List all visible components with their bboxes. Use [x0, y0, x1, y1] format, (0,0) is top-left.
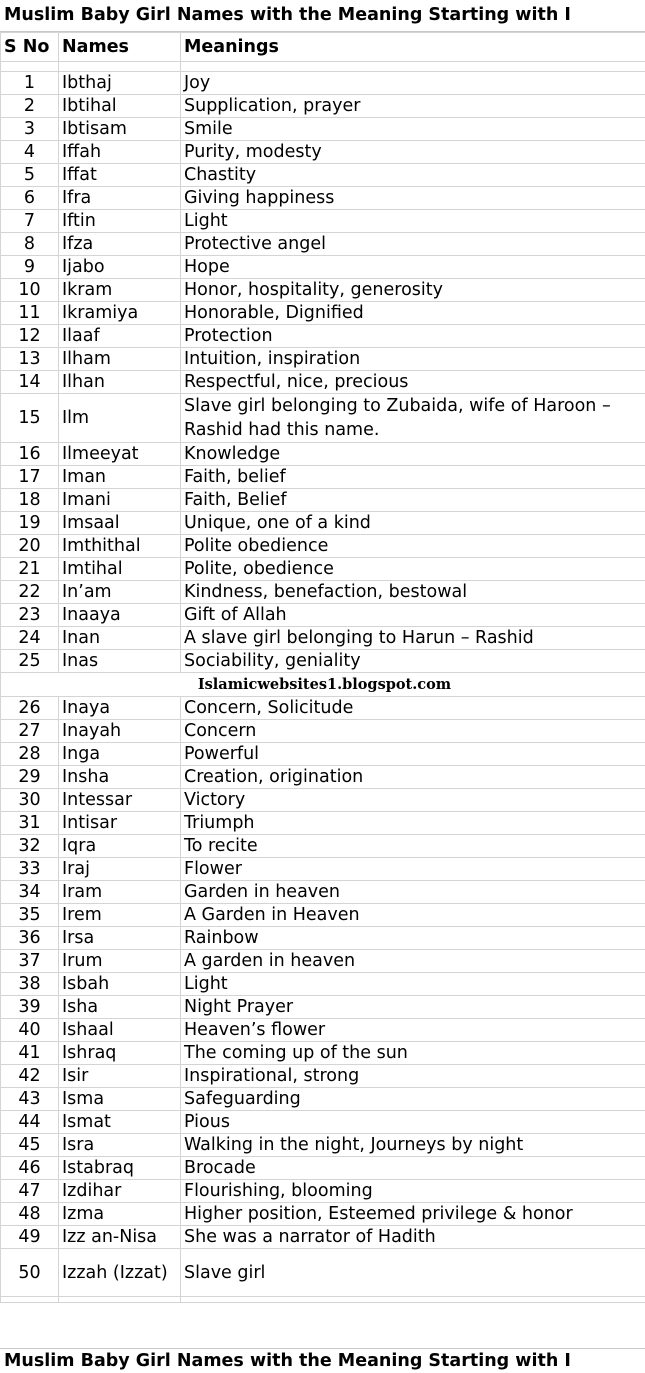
row-meaning: Chastity	[181, 164, 645, 187]
table-row	[1, 1249, 645, 1297]
row-meaning: Intuition, inspiration	[181, 348, 645, 371]
row-meaning: Garden in heaven	[181, 881, 645, 904]
table-row	[1, 394, 645, 443]
row-name: Isha	[59, 996, 181, 1019]
row-meaning: Brocade	[181, 1157, 645, 1180]
row-name: Imthithal	[59, 535, 181, 558]
table-row	[1, 535, 645, 558]
table-row	[1, 256, 645, 279]
footer-title: Muslim Baby Girl Names with the Meaning Starting with I	[0, 1348, 645, 1372]
row-meaning: Slave girl belonging to Zubaida, wife of Haroon – Rashid had this name.	[181, 394, 645, 443]
table-row	[1, 279, 645, 302]
row-number: 28	[1, 743, 59, 766]
row-name: Iqra	[59, 835, 181, 858]
row-number: 31	[1, 812, 59, 835]
table-row	[1, 1226, 645, 1249]
row-meaning: Safeguarding	[181, 1088, 645, 1111]
row-number: 50	[1, 1249, 59, 1297]
row-meaning: Triumph	[181, 812, 645, 835]
row-name: Inayah	[59, 720, 181, 743]
row-meaning: Purity, modesty	[181, 141, 645, 164]
row-meaning: Inspirational, strong	[181, 1065, 645, 1088]
row-name: Ikramiya	[59, 302, 181, 325]
row-number: 18	[1, 489, 59, 512]
watermark-row	[1, 673, 645, 697]
row-number: 24	[1, 627, 59, 650]
row-number: 19	[1, 512, 59, 535]
row-number: 43	[1, 1088, 59, 1111]
row-number: 2	[1, 95, 59, 118]
table-row	[1, 1157, 645, 1180]
table-row	[1, 1019, 645, 1042]
row-number: 35	[1, 904, 59, 927]
row-name: Isra	[59, 1134, 181, 1157]
row-name: Ifra	[59, 187, 181, 210]
row-name: Izz an-Nisa	[59, 1226, 181, 1249]
row-name: Intessar	[59, 789, 181, 812]
spacer-row	[1, 62, 645, 72]
row-meaning: Gift of Allah	[181, 604, 645, 627]
row-name: Isma	[59, 1088, 181, 1111]
row-meaning: Concern	[181, 720, 645, 743]
table-row	[1, 927, 645, 950]
row-meaning: The coming up of the sun	[181, 1042, 645, 1065]
table-row	[1, 187, 645, 210]
row-number: 47	[1, 1180, 59, 1203]
row-name: Isbah	[59, 973, 181, 996]
row-number: 21	[1, 558, 59, 581]
table-row	[1, 1065, 645, 1088]
table-row	[1, 581, 645, 604]
row-name: Ismat	[59, 1111, 181, 1134]
row-meaning: Knowledge	[181, 443, 645, 466]
row-name: Inas	[59, 650, 181, 673]
row-name: Ishraq	[59, 1042, 181, 1065]
table-row	[1, 650, 645, 673]
row-number: 17	[1, 466, 59, 489]
row-meaning: Protection	[181, 325, 645, 348]
row-meaning: Heaven’s flower	[181, 1019, 645, 1042]
row-meaning: Victory	[181, 789, 645, 812]
row-number: 14	[1, 371, 59, 394]
table-row	[1, 489, 645, 512]
table-row	[1, 996, 645, 1019]
row-name: Irum	[59, 950, 181, 973]
table-row	[1, 558, 645, 581]
watermark-text: Islamicwebsites1.blogspot.com	[1, 673, 645, 697]
row-meaning: Honorable, Dignified	[181, 302, 645, 325]
page-title: Muslim Baby Girl Names with the Meaning Starting with I	[0, 0, 645, 32]
row-meaning: Pious	[181, 1111, 645, 1134]
table-row	[1, 443, 645, 466]
row-name: Inaya	[59, 697, 181, 720]
row-number: 9	[1, 256, 59, 279]
table-row	[1, 95, 645, 118]
table-row	[1, 1111, 645, 1134]
row-number: 11	[1, 302, 59, 325]
table-row	[1, 973, 645, 996]
row-meaning: Powerful	[181, 743, 645, 766]
table-row	[1, 720, 645, 743]
header-names: Names	[59, 33, 181, 62]
table-row	[1, 118, 645, 141]
row-name: Iffah	[59, 141, 181, 164]
row-name: Iffat	[59, 164, 181, 187]
spacer-row	[1, 1297, 645, 1303]
table-row	[1, 233, 645, 256]
row-name: Iftin	[59, 210, 181, 233]
row-name: Imsaal	[59, 512, 181, 535]
row-name: Ibtisam	[59, 118, 181, 141]
row-number: 48	[1, 1203, 59, 1226]
table-row	[1, 164, 645, 187]
table-row	[1, 743, 645, 766]
row-number: 49	[1, 1226, 59, 1249]
row-number: 29	[1, 766, 59, 789]
row-name: Inan	[59, 627, 181, 650]
row-name: Inga	[59, 743, 181, 766]
table-row	[1, 835, 645, 858]
row-number: 23	[1, 604, 59, 627]
row-number: 36	[1, 927, 59, 950]
table-row	[1, 466, 645, 489]
row-meaning: Unique, one of a kind	[181, 512, 645, 535]
table-row	[1, 881, 645, 904]
row-meaning: Giving happiness	[181, 187, 645, 210]
row-meaning: Honor, hospitality, generosity	[181, 279, 645, 302]
row-meaning: A garden in heaven	[181, 950, 645, 973]
table-row	[1, 604, 645, 627]
row-name: Imani	[59, 489, 181, 512]
row-number: 27	[1, 720, 59, 743]
row-number: 16	[1, 443, 59, 466]
row-name: Izdihar	[59, 1180, 181, 1203]
row-meaning: Sociability, geniality	[181, 650, 645, 673]
row-name: Irem	[59, 904, 181, 927]
table-row	[1, 1180, 645, 1203]
row-meaning: Polite, obedience	[181, 558, 645, 581]
row-name: Ilham	[59, 348, 181, 371]
row-meaning: Smile	[181, 118, 645, 141]
row-number: 5	[1, 164, 59, 187]
row-name: Inaaya	[59, 604, 181, 627]
table-row	[1, 858, 645, 881]
row-number: 10	[1, 279, 59, 302]
row-number: 13	[1, 348, 59, 371]
row-number: 33	[1, 858, 59, 881]
row-name: Iram	[59, 881, 181, 904]
row-meaning: Supplication, prayer	[181, 95, 645, 118]
row-number: 25	[1, 650, 59, 673]
row-number: 3	[1, 118, 59, 141]
row-meaning: She was a narrator of Hadith	[181, 1226, 645, 1249]
row-meaning: Higher position, Esteemed privilege & honor	[181, 1203, 645, 1226]
row-meaning: Night Prayer	[181, 996, 645, 1019]
row-meaning: A Garden in Heaven	[181, 904, 645, 927]
row-meaning: Creation, origination	[181, 766, 645, 789]
header-meanings: Meanings	[181, 33, 645, 62]
row-name: Iman	[59, 466, 181, 489]
table-row	[1, 697, 645, 720]
row-name: Ikram	[59, 279, 181, 302]
row-number: 1	[1, 72, 59, 95]
row-number: 46	[1, 1157, 59, 1180]
table-row	[1, 950, 645, 973]
row-number: 6	[1, 187, 59, 210]
table-row	[1, 348, 645, 371]
table-row	[1, 789, 645, 812]
row-name: Isir	[59, 1065, 181, 1088]
row-meaning: Slave girl	[181, 1249, 645, 1297]
row-name: Ilmeeyat	[59, 443, 181, 466]
row-meaning: Polite obedience	[181, 535, 645, 558]
row-number: 41	[1, 1042, 59, 1065]
row-meaning: Light	[181, 973, 645, 996]
table-row	[1, 1134, 645, 1157]
row-name: Ibtihal	[59, 95, 181, 118]
row-number: 8	[1, 233, 59, 256]
row-name: Istabraq	[59, 1157, 181, 1180]
table-row	[1, 1042, 645, 1065]
row-number: 40	[1, 1019, 59, 1042]
row-name: Ishaal	[59, 1019, 181, 1042]
row-meaning: Hope	[181, 256, 645, 279]
row-number: 44	[1, 1111, 59, 1134]
row-name: Imtihal	[59, 558, 181, 581]
row-meaning: Light	[181, 210, 645, 233]
row-number: 15	[1, 394, 59, 443]
table-row	[1, 627, 645, 650]
row-number: 20	[1, 535, 59, 558]
row-name: Izma	[59, 1203, 181, 1226]
row-meaning: Flower	[181, 858, 645, 881]
row-meaning: Joy	[181, 72, 645, 95]
table-row	[1, 512, 645, 535]
table-row	[1, 1203, 645, 1226]
header-sno: S No	[1, 33, 59, 62]
row-number: 37	[1, 950, 59, 973]
row-name: In’am	[59, 581, 181, 604]
row-name: Izzah (Izzat)	[59, 1249, 181, 1297]
row-name: Ibthaj	[59, 72, 181, 95]
row-meaning: Respectful, nice, precious	[181, 371, 645, 394]
row-meaning: Faith, Belief	[181, 489, 645, 512]
row-meaning: Kindness, benefaction, bestowal	[181, 581, 645, 604]
table-row	[1, 1088, 645, 1111]
table-row	[1, 72, 645, 95]
row-number: 39	[1, 996, 59, 1019]
row-number: 7	[1, 210, 59, 233]
row-name: Irsa	[59, 927, 181, 950]
row-meaning: Protective angel	[181, 233, 645, 256]
row-number: 4	[1, 141, 59, 164]
row-number: 22	[1, 581, 59, 604]
table-row	[1, 812, 645, 835]
row-meaning: Walking in the night, Journeys by night	[181, 1134, 645, 1157]
row-name: Insha	[59, 766, 181, 789]
row-number: 42	[1, 1065, 59, 1088]
row-name: Ijabo	[59, 256, 181, 279]
names-table	[0, 32, 645, 1303]
table-row	[1, 302, 645, 325]
table-row	[1, 371, 645, 394]
row-number: 38	[1, 973, 59, 996]
row-name: Ifza	[59, 233, 181, 256]
row-number: 34	[1, 881, 59, 904]
row-number: 30	[1, 789, 59, 812]
row-meaning: Concern, Solicitude	[181, 697, 645, 720]
row-number: 26	[1, 697, 59, 720]
row-name: Intisar	[59, 812, 181, 835]
table-row	[1, 210, 645, 233]
table-row	[1, 141, 645, 164]
row-meaning: To recite	[181, 835, 645, 858]
table-header-row	[1, 33, 645, 62]
row-number: 12	[1, 325, 59, 348]
row-meaning: Flourishing, blooming	[181, 1180, 645, 1203]
table-row	[1, 325, 645, 348]
row-meaning: A slave girl belonging to Harun – Rashid	[181, 627, 645, 650]
row-number: 45	[1, 1134, 59, 1157]
table-row	[1, 766, 645, 789]
row-name: Ilaaf	[59, 325, 181, 348]
row-meaning: Rainbow	[181, 927, 645, 950]
row-meaning: Faith, belief	[181, 466, 645, 489]
row-name: Ilhan	[59, 371, 181, 394]
table-row	[1, 904, 645, 927]
row-name: Ilm	[59, 394, 181, 443]
row-number: 32	[1, 835, 59, 858]
row-name: Iraj	[59, 858, 181, 881]
